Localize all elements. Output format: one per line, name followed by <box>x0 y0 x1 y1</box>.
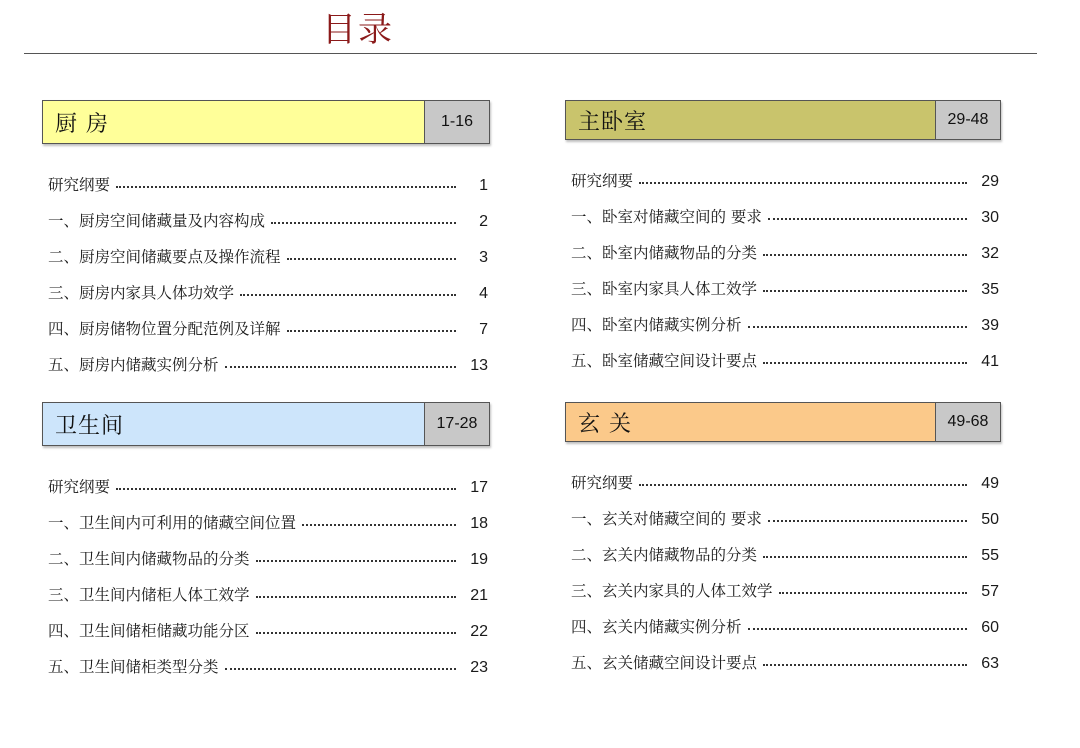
toc-entry-label: 四、卧室内储藏实例分析 <box>571 316 742 334</box>
dotted-leader <box>116 488 456 490</box>
toc-entry-label: 三、卫生间内储柜人体工效学 <box>48 586 250 604</box>
dotted-leader <box>763 254 967 256</box>
toc-entry-label: 研究纲要 <box>48 478 111 496</box>
toc-entry-list <box>565 457 1001 673</box>
section-page-range: 17-28 <box>424 403 489 445</box>
dotted-leader <box>225 366 456 368</box>
toc-entry-list <box>42 159 490 375</box>
toc-entry[interactable] <box>42 339 490 375</box>
section-name: 厨 房 <box>55 111 109 137</box>
dotted-leader <box>763 290 967 292</box>
toc-entry-label: 五、卧室储藏空间设计要点 <box>571 352 758 370</box>
toc-entry-list <box>42 461 490 677</box>
section-page-range: 29-48 <box>935 101 1000 139</box>
toc-entry[interactable] <box>565 263 1001 299</box>
toc-entry-label: 二、玄关内储藏物品的分类 <box>571 546 758 564</box>
title-divider <box>24 53 1037 54</box>
toc-entry-label: 五、玄关储藏空间设计要点 <box>571 654 758 672</box>
toc-entry-page: 55 <box>981 547 999 564</box>
dotted-leader <box>763 664 967 666</box>
dotted-leader <box>287 330 456 332</box>
toc-entry-label: 二、卫生间内储藏物品的分类 <box>48 550 250 568</box>
toc-entry[interactable] <box>42 605 490 641</box>
toc-entry-page: 7 <box>479 321 488 338</box>
dotted-leader <box>256 596 456 598</box>
section-page-range: 1-16 <box>424 101 489 143</box>
dotted-leader <box>225 668 456 670</box>
dotted-leader <box>116 186 456 188</box>
toc-entry-page: 60 <box>981 619 999 636</box>
dotted-leader <box>287 258 456 260</box>
toc-entry-page: 50 <box>981 511 999 528</box>
toc-entry-page: 13 <box>470 357 488 374</box>
toc-entry[interactable] <box>42 641 490 677</box>
toc-entry-page: 2 <box>479 213 488 230</box>
toc-entry[interactable] <box>565 565 1001 601</box>
toc-entry-page: 41 <box>981 353 999 370</box>
toc-entry[interactable] <box>42 303 490 339</box>
toc-entry-label: 研究纲要 <box>571 474 634 492</box>
toc-entry-page: 18 <box>470 515 488 532</box>
dotted-leader <box>763 362 967 364</box>
toc-entry-page: 29 <box>981 173 999 190</box>
toc-entry[interactable] <box>42 533 490 569</box>
toc-entry[interactable] <box>42 267 490 303</box>
dotted-leader <box>271 222 456 224</box>
section-bathroom <box>42 402 490 677</box>
section-name: 主卧室 <box>578 109 648 135</box>
toc-entry-label: 一、卫生间内可利用的储藏空间位置 <box>48 514 297 532</box>
dotted-leader <box>768 520 967 522</box>
toc-entry-page: 49 <box>981 475 999 492</box>
toc-entry[interactable] <box>565 601 1001 637</box>
toc-entry[interactable] <box>42 195 490 231</box>
dotted-leader <box>639 484 967 486</box>
toc-entry-page: 57 <box>981 583 999 600</box>
toc-entry-label: 四、卫生间储柜储藏功能分区 <box>48 622 250 640</box>
toc-entry-list <box>565 155 1001 371</box>
dotted-leader <box>763 556 967 558</box>
section-page-range: 49-68 <box>935 403 1000 441</box>
dotted-leader <box>639 182 967 184</box>
section-name: 玄 关 <box>578 411 632 437</box>
section-kitchen <box>42 100 490 375</box>
section-master-bedroom <box>565 100 1001 371</box>
toc-entry-label: 研究纲要 <box>571 172 634 190</box>
dotted-leader <box>256 632 456 634</box>
section-header <box>42 100 490 144</box>
toc-entry[interactable] <box>565 155 1001 191</box>
toc-entry[interactable] <box>565 493 1001 529</box>
toc-entry-label: 五、厨房内储藏实例分析 <box>48 356 219 374</box>
toc-entry-label: 一、玄关对储藏空间的 要求 <box>571 510 762 528</box>
toc-entry-page: 19 <box>470 551 488 568</box>
toc-entry-label: 二、厨房空间储藏要点及操作流程 <box>48 248 281 266</box>
section-entrance <box>565 402 1001 673</box>
toc-entry-page: 39 <box>981 317 999 334</box>
toc-entry[interactable] <box>565 227 1001 263</box>
toc-entry-page: 22 <box>470 623 488 640</box>
dotted-leader <box>240 294 456 296</box>
toc-entry[interactable] <box>565 637 1001 673</box>
section-header <box>565 100 1001 140</box>
section-name: 卫生间 <box>55 413 125 439</box>
toc-entry-page: 21 <box>470 587 488 604</box>
toc-entry-page: 35 <box>981 281 999 298</box>
toc-entry-label: 四、厨房储物位置分配范例及详解 <box>48 320 281 338</box>
dotted-leader <box>256 560 456 562</box>
toc-entry-page: 63 <box>981 655 999 672</box>
toc-entry[interactable] <box>42 159 490 195</box>
section-header <box>42 402 490 446</box>
toc-entry[interactable] <box>42 461 490 497</box>
toc-entry-page: 3 <box>479 249 488 266</box>
toc-entry-label: 一、厨房空间储藏量及内容构成 <box>48 212 266 230</box>
toc-entry-page: 17 <box>470 479 488 496</box>
toc-entry[interactable] <box>42 497 490 533</box>
toc-entry[interactable] <box>565 299 1001 335</box>
toc-entry[interactable] <box>565 529 1001 565</box>
toc-entry-label: 三、玄关内家具的人体工效学 <box>571 582 773 600</box>
toc-entry-label: 二、卧室内储藏物品的分类 <box>571 244 758 262</box>
toc-entry-label: 三、卧室内家具人体工效学 <box>571 280 758 298</box>
toc-entry-page: 30 <box>981 209 999 226</box>
dotted-leader <box>779 592 967 594</box>
toc-entry[interactable] <box>565 335 1001 371</box>
section-header <box>565 402 1001 442</box>
toc-entry[interactable] <box>565 457 1001 493</box>
dotted-leader <box>302 524 456 526</box>
toc-entry-page: 4 <box>479 285 488 302</box>
toc-entry-label: 五、卫生间储柜类型分类 <box>48 658 219 676</box>
dotted-leader <box>748 628 967 630</box>
toc-entry[interactable] <box>565 191 1001 227</box>
toc-entry-page: 23 <box>470 659 488 676</box>
toc-entry-label: 四、玄关内储藏实例分析 <box>571 618 742 636</box>
dotted-leader <box>748 326 967 328</box>
dotted-leader <box>768 218 967 220</box>
toc-entry-page: 1 <box>479 177 488 194</box>
toc-entry[interactable] <box>42 231 490 267</box>
toc-entry-label: 一、卧室对储藏空间的 要求 <box>571 208 762 226</box>
toc-entry[interactable] <box>42 569 490 605</box>
page-title: 目录 <box>322 10 394 50</box>
toc-entry-label: 三、厨房内家具人体功效学 <box>48 284 235 302</box>
toc-entry-label: 研究纲要 <box>48 176 111 194</box>
toc-entry-page: 32 <box>981 245 999 262</box>
